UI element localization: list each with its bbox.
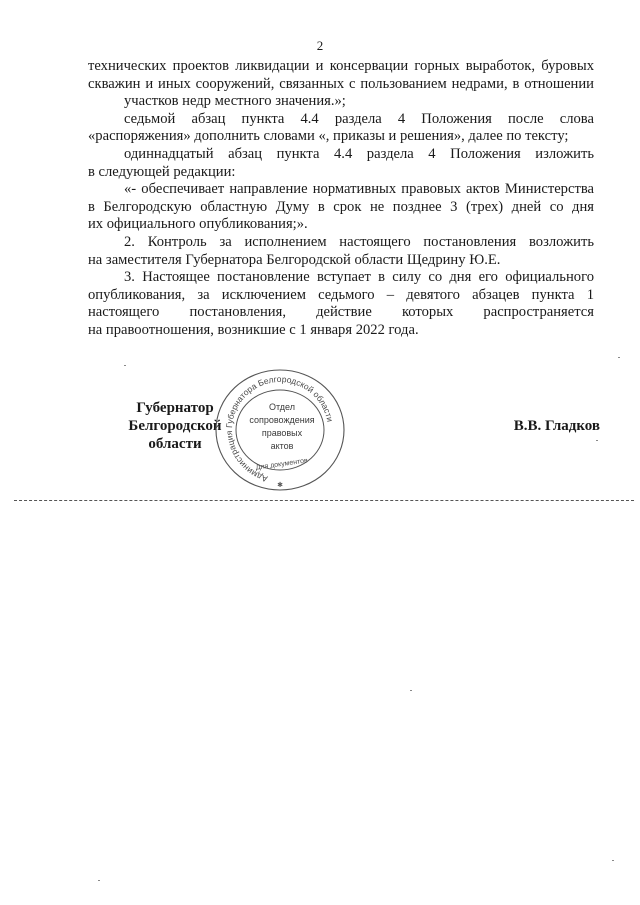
document-body xyxy=(88,58,594,340)
scan-speck xyxy=(124,365,126,366)
signatory-name: В.В. Гладков xyxy=(513,418,600,434)
text-line: «распоряжения» дополнить словами «, приказы и решения», далее по тексту; xyxy=(88,128,569,145)
text-line: на заместителя Губернатора Белгородской области Щедрину Ю.Е. xyxy=(88,251,501,268)
text-line: на правоотношения, возникшие с 1 января 2022 года. xyxy=(88,321,419,338)
stamp-line2: сопровождения xyxy=(249,415,315,425)
star-icon: ✱ xyxy=(277,481,283,489)
text-line: опубликования, за исключением седьмого – девятого абзацев пункта 1 xyxy=(88,286,594,303)
scan-speck xyxy=(618,357,620,358)
text-line: настоящего постановления, действие которых распространяется xyxy=(88,304,594,321)
scan-speck xyxy=(98,880,100,881)
text-line: в следующей редакции: xyxy=(88,163,236,180)
official-stamp xyxy=(210,366,350,496)
scan-speck xyxy=(410,690,412,691)
text-line: одиннадцатый абзац пункта 4.4 раздела 4 Положения изложить xyxy=(124,145,594,162)
bottom-divider xyxy=(14,500,634,501)
text-line: участков недр местного значения.»; xyxy=(124,93,346,110)
text-line: технических проектов ликвидации и консервации горных выработок, буровых xyxy=(88,58,594,74)
page-number: 2 xyxy=(316,38,324,53)
scan-speck xyxy=(612,860,614,861)
text-line: в Белгородскую областную Думу в срок не позднее 3 (трех) дней со дня xyxy=(88,198,594,215)
text-line: скважин и иных сооружений, связанных с пользованием недрами, в отношении xyxy=(88,75,594,92)
signatory-title-line1: Губернатор xyxy=(136,400,214,416)
stamp-outer-text-path: Администрация Губернатора Белгородской области xyxy=(223,373,336,485)
stamp-line3: правовых xyxy=(261,428,303,438)
text-line: 3. Настоящее постановление вступает в силу со дня его официального xyxy=(124,269,594,286)
text-line: седьмой абзац пункта 4.4 раздела 4 Положения после слова xyxy=(124,110,594,127)
stamp-bottom-text: Для документов xyxy=(255,457,309,472)
stamp-line4: актов xyxy=(270,441,294,451)
text-line: их официального опубликования;». xyxy=(88,216,308,233)
scan-speck xyxy=(596,440,598,441)
signatory-title-line2: Белгородской области xyxy=(128,418,222,452)
text-line: 2. Контроль за исполнением настоящего постановления возложить xyxy=(124,233,594,250)
text-line: «- обеспечивает направление нормативных правовых актов Министерства xyxy=(124,181,594,198)
stamp-line1: Отдел xyxy=(268,402,296,412)
